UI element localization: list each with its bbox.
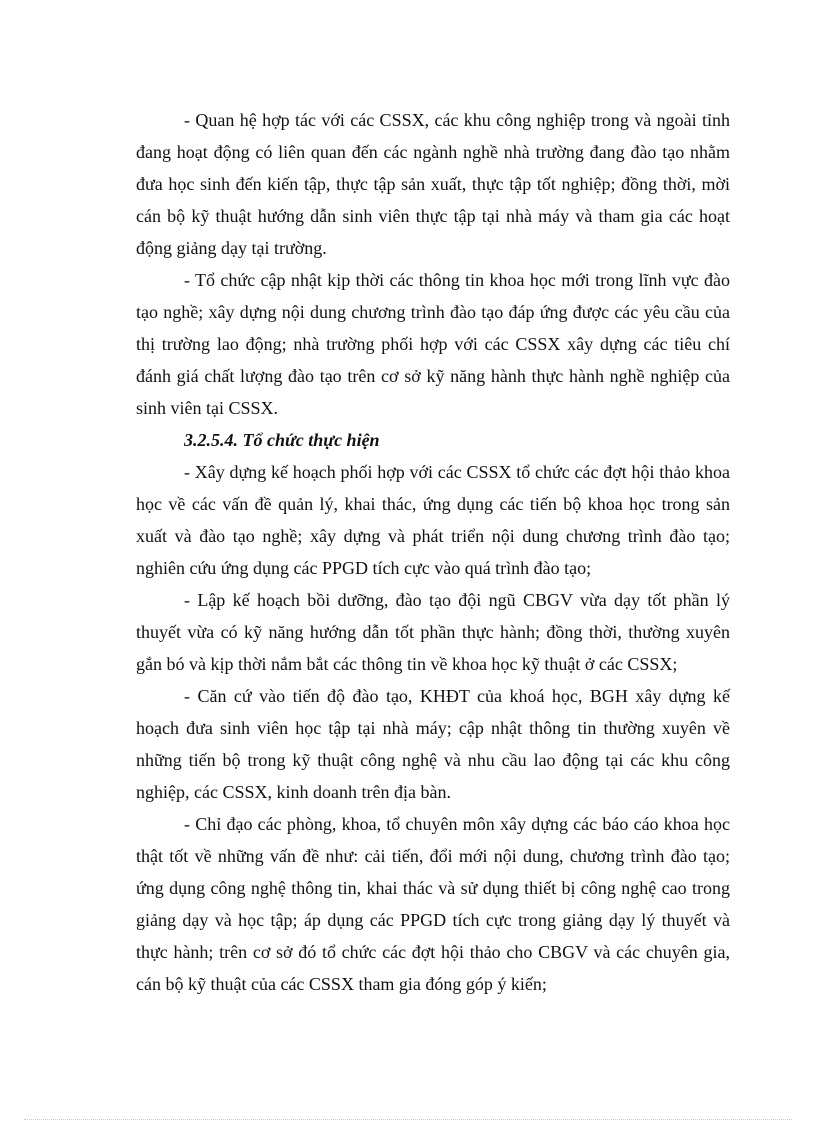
page-bottom-divider: [24, 1119, 792, 1120]
paragraph-research-reports: - Chỉ đạo các phòng, khoa, tổ chuyên môn xây dựng các báo cáo khoa học thật tốt về những vấn đề như: cải tiến, đổi mới nội dung, chương trình đào tạo; ứng dụng công nghệ thông tin, khai thác và sử dụng thiết bị công nghệ cao trong giảng dạy và học tập; áp dụng các PPGD tích cực trong giảng dạy lý thuyết và thực hành; trên cơ sở đó tổ chức các đợt hội thảo cho CBGV và các chuyên gia, cán bộ kỹ thuật của các CSSX tham gia đóng góp ý kiến;: [136, 814, 730, 994]
paragraph-update-info: - Tổ chức cập nhật kịp thời các thông tin khoa học mới trong lĩnh vực đào tạo nghề; xây dựng nội dung chương trình đào tạo đáp ứng được các yêu cầu của thị trường lao động; nhà trường phối hợp với các CSSX xây dựng các tiêu chí đánh giá chất lượng đào tạo trên cơ sở kỹ năng hành thực hành nghề nghiệp của sinh viên tại CSSX.: [136, 270, 730, 418]
paragraph-cooperation: - Quan hệ hợp tác với các CSSX, các khu công nghiệp trong và ngoài tỉnh đang hoạt động có liên quan đến các ngành nghề nhà trường đang đào tạo nhằm đưa học sinh đến kiến tập, thực tập sản xuất, thực tập tốt nghiệp; đồng thời, mời cán bộ kỹ thuật hướng dẫn sinh viên thực tập tại nhà máy và tham gia các hoạt động giảng dạy tại trường.: [136, 110, 730, 258]
section-heading: 3.2.5.4. Tổ chức thực hiện: [184, 430, 380, 450]
document-page: [136, 104, 730, 1000]
paragraph-plan-seminars: - Xây dựng kế hoạch phối hợp với các CSSX tổ chức các đợt hội thảo khoa học về các vấn đề quản lý, khai thác, ứng dụng các tiến bộ khoa học trong sản xuất và đào tạo nghề; xây dựng và phát triển nội dung chương trình đào tạo; nghiên cứu ứng dụng các PPGD tích cực vào quá trình đào tạo;: [136, 462, 730, 578]
paragraph-internship-plan: - Căn cứ vào tiến độ đào tạo, KHĐT của khoá học, BGH xây dựng kế hoạch đưa sinh viên học tập tại nhà máy; cập nhật thông tin thường xuyên về những tiến bộ trong kỹ thuật công nghệ và nhu cầu lao động tại các khu công nghiệp, các CSSX, kinh doanh trên địa bàn.: [136, 686, 730, 802]
paragraph-staff-training: - Lập kế hoạch bồi dưỡng, đào tạo đội ngũ CBGV vừa dạy tốt phần lý thuyết vừa có kỹ năng hướng dẫn tốt phần thực hành; đồng thời, thường xuyên gắn bó và kịp thời nắm bắt các thông tin về khoa học kỹ thuật ở các CSSX;: [136, 590, 730, 674]
